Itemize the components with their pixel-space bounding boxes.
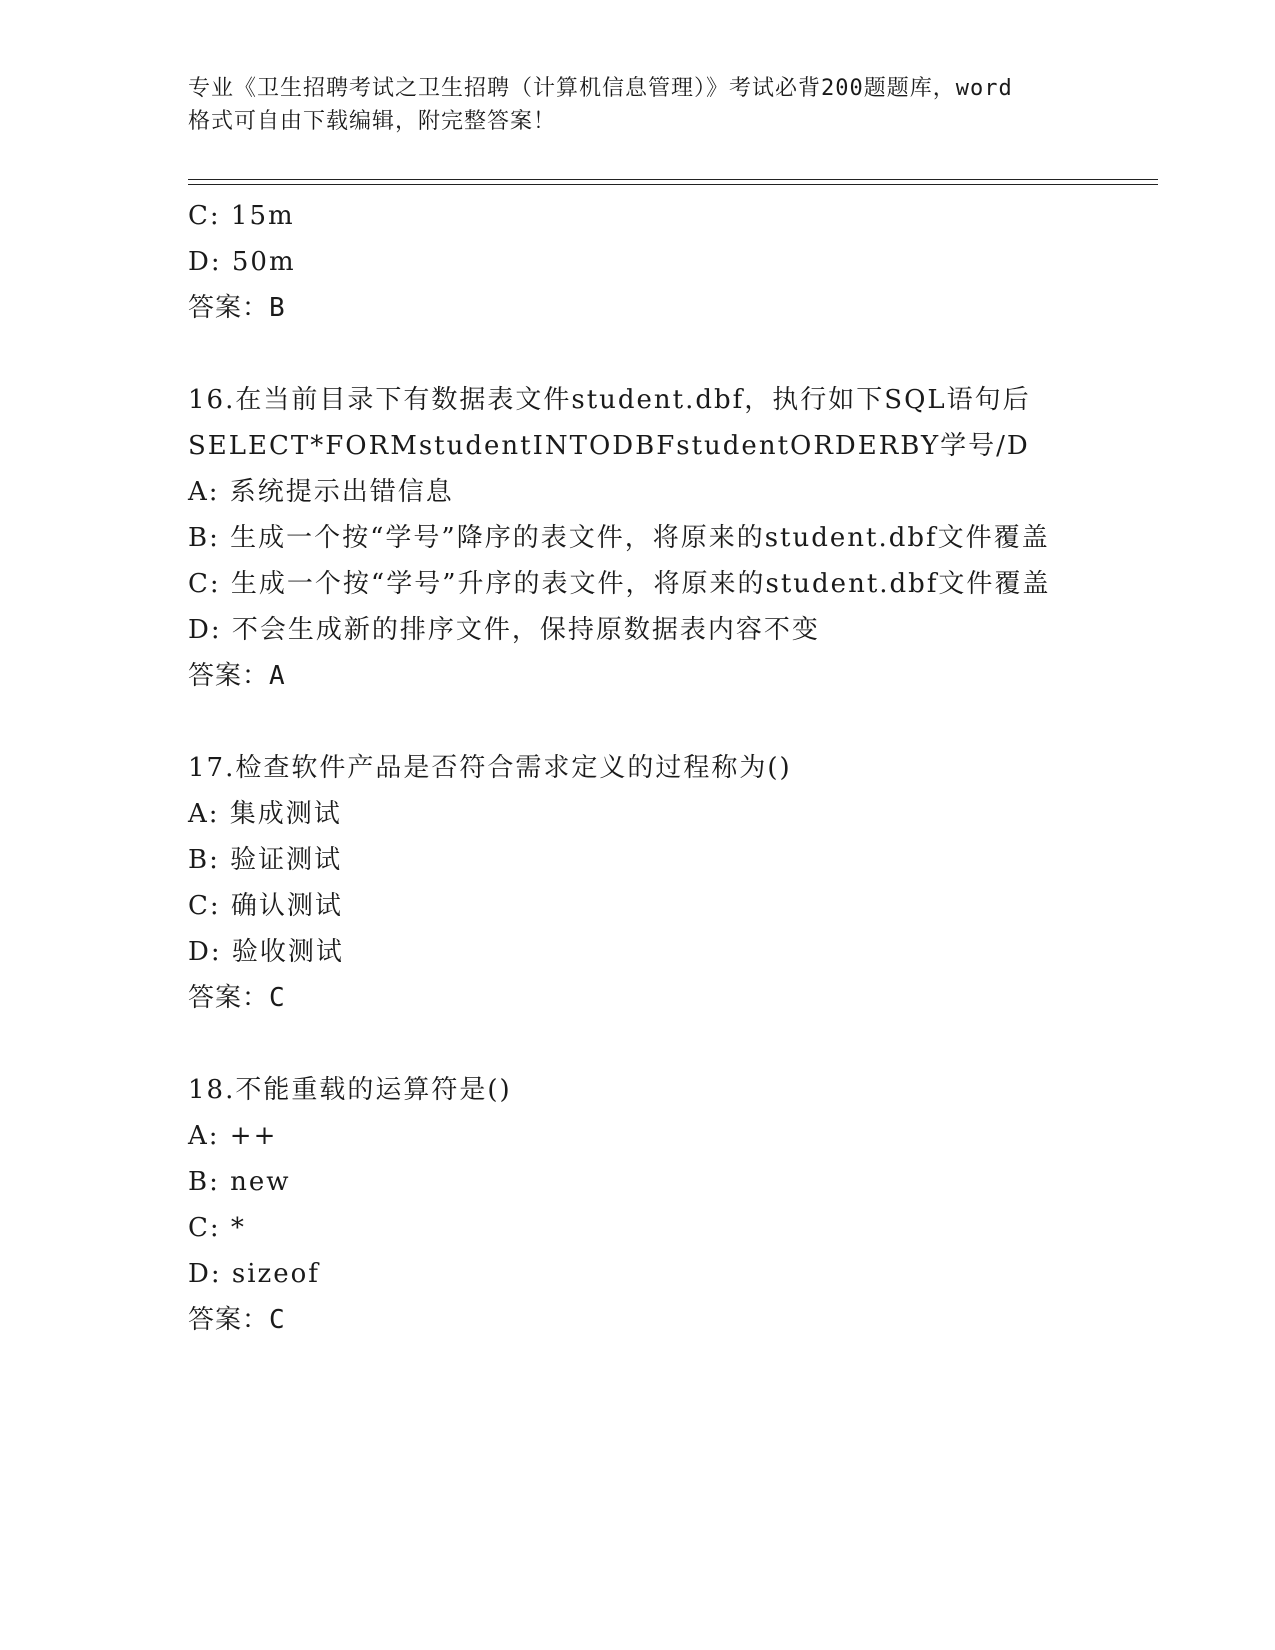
option-d: D: 50m [188, 247, 296, 277]
header-line-1: 专业《卫生招聘考试之卫生招聘（计算机信息管理）》考试必背200题题库，word [188, 76, 1013, 101]
question-15-tail [188, 193, 1148, 331]
question-17 [188, 745, 1148, 1021]
question-stem: 16.在当前目录下有数据表文件student.dbf，执行如下SQL语句后 [188, 385, 1031, 415]
spacer [188, 331, 1148, 377]
header-rule-top [188, 179, 1158, 180]
option-b: B: 验证测试 [188, 845, 343, 875]
question-18 [188, 1067, 1148, 1343]
option-d: D: 验收测试 [188, 937, 344, 967]
option-b: B: 生成一个按“学号”降序的表文件，将原来的student.dbf文件覆盖 [188, 523, 1050, 553]
question-stem-continued: SELECT*FORMstudentINTODBFstudentORDERBY学号/D [188, 431, 1030, 461]
option-c: C: 生成一个按“学号”升序的表文件，将原来的student.dbf文件覆盖 [188, 569, 1051, 599]
option-d: D: sizeof [188, 1259, 320, 1289]
answer-label: 答案：C [188, 983, 286, 1013]
question-stem: 17.检查软件产品是否符合需求定义的过程称为() [188, 753, 792, 783]
document-header [188, 72, 1108, 138]
option-c: C: 15m [188, 201, 295, 231]
spacer [188, 1021, 1148, 1067]
question-content [188, 193, 1148, 1343]
question-16 [188, 377, 1148, 699]
option-c: C: * [188, 1213, 246, 1243]
option-a: A: ++ [188, 1121, 278, 1151]
question-stem: 18.不能重载的运算符是() [188, 1075, 512, 1105]
answer-label: 答案：B [188, 293, 286, 323]
option-a: A: 集成测试 [188, 799, 342, 829]
header-line-2: 格式可自由下载编辑，附完整答案！ [188, 109, 557, 134]
answer-label: 答案：A [188, 661, 286, 691]
option-a: A: 系统提示出错信息 [188, 477, 454, 507]
spacer [188, 699, 1148, 745]
option-d: D: 不会生成新的排序文件，保持原数据表内容不变 [188, 615, 820, 645]
header-rule-bottom [188, 184, 1158, 185]
answer-label: 答案：C [188, 1305, 286, 1335]
option-c: C: 确认测试 [188, 891, 343, 921]
option-b: B: new [188, 1167, 291, 1197]
